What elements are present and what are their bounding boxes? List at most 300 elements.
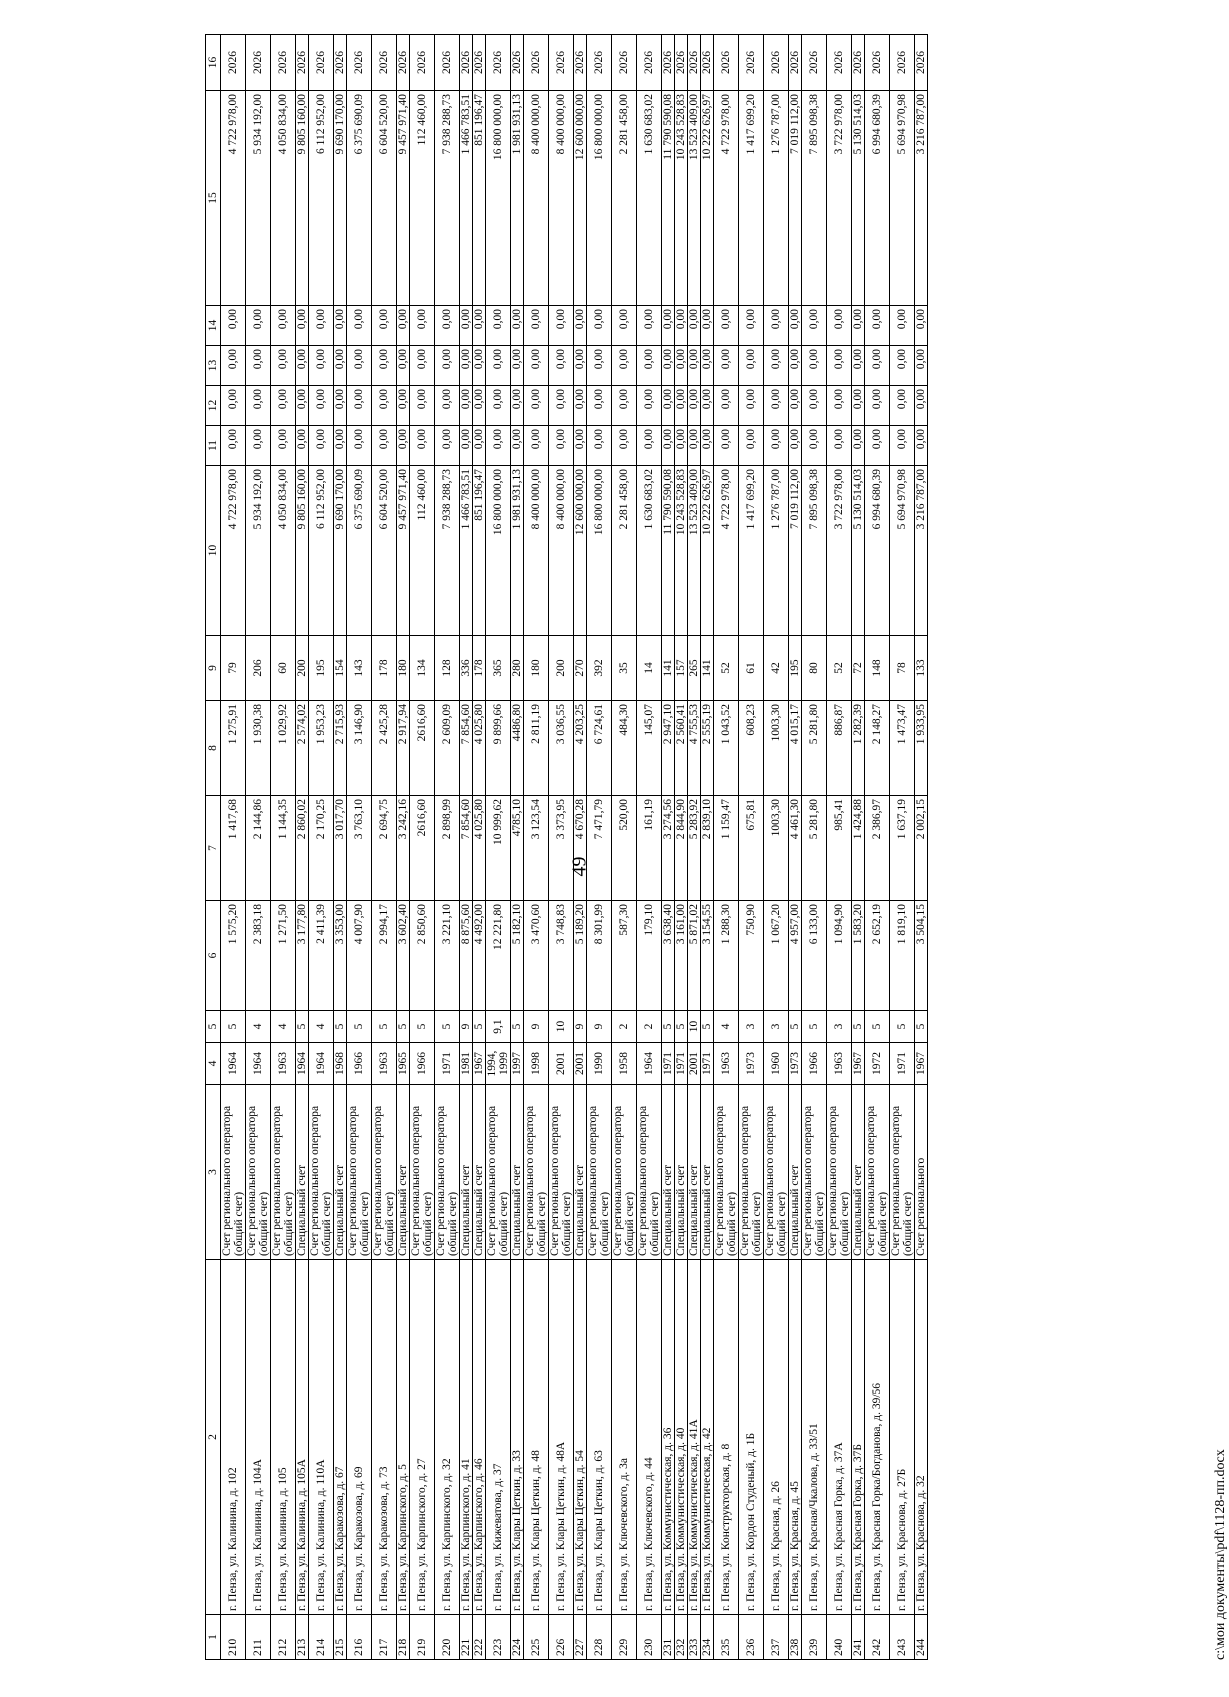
year-repair-cell: 2026 (688, 35, 701, 91)
cost-cell: 0,00 (347, 386, 372, 426)
account-type-cell: Специальный счет (511, 1085, 524, 1260)
total-cost-cell: 1 981 931,13 (511, 466, 524, 636)
table-row (612, 35, 637, 1660)
cost-cell: 0,00 (827, 346, 852, 386)
cost-cell: 0,00 (890, 306, 915, 346)
year-cell: 2001 (574, 1043, 587, 1085)
cost-cell: 0,00 (511, 306, 524, 346)
address-cell: г. Пенза, ул. Красная, д. 26 (764, 1260, 789, 1615)
floors-cell: 9 (574, 1011, 587, 1043)
account-type-cell: Специальный счет (296, 1085, 309, 1260)
year-repair-cell: 2026 (852, 35, 865, 91)
total-cell: 6 994 680,39 (865, 91, 890, 306)
cost-cell: 0,00 (675, 386, 688, 426)
column-number-header: 5 (206, 1011, 221, 1043)
total-cell: 1 276 787,00 (764, 91, 789, 306)
cost-cell: 0,00 (410, 426, 435, 466)
total-cell: 1 981 931,13 (511, 91, 524, 306)
total-cell: 13 523 409,00 (688, 91, 701, 306)
residential-area-cell: 1 930,38 (246, 701, 271, 796)
account-type-cell: Специальный счет (574, 1085, 587, 1260)
floors-cell: 5 (890, 1011, 915, 1043)
row-number: 224 (511, 1615, 524, 1660)
address-cell: г. Пенза, ул. Калинина, д. 105 (271, 1260, 296, 1615)
cost-cell: 0,00 (511, 346, 524, 386)
account-type-cell: Специальный счет (460, 1085, 473, 1260)
column-number-row (206, 35, 221, 1660)
total-cell: 5 934 192,00 (246, 91, 271, 306)
residents-cell: 134 (410, 636, 435, 701)
cost-cell: 0,00 (764, 386, 789, 426)
account-type-cell: Счет регионального оператора (общий счет) (221, 1085, 246, 1260)
residents-cell: 157 (675, 636, 688, 701)
total-cell: 4 722 978,00 (221, 91, 246, 306)
column-number-header: 16 (206, 35, 221, 91)
row-number: 236 (739, 1615, 764, 1660)
cost-cell: 0,00 (435, 426, 460, 466)
total-cost-cell: 8 400 000,00 (524, 466, 549, 636)
row-number: 241 (852, 1615, 865, 1660)
year-repair-cell: 2026 (511, 35, 524, 91)
row-number: 210 (221, 1615, 246, 1660)
row-number: 227 (574, 1615, 587, 1660)
residents-cell: 79 (221, 636, 246, 701)
area-cell: 3 353,00 (334, 901, 347, 1011)
cost-cell: 0,00 (435, 346, 460, 386)
row-number: 233 (688, 1615, 701, 1660)
total-cost-cell: 3 722 978,00 (827, 466, 852, 636)
table-row (915, 35, 928, 1660)
living-area-cell: 2 844,90 (675, 796, 688, 901)
address-cell: г. Пенза, ул. Калинина, д. 105А (296, 1260, 309, 1615)
year-repair-cell: 2026 (549, 35, 574, 91)
cost-cell: 0,00 (701, 306, 714, 346)
residents-cell: 200 (296, 636, 309, 701)
cost-cell: 0,00 (612, 306, 637, 346)
total-cell: 10 243 528,83 (675, 91, 688, 306)
cost-cell: 0,00 (271, 306, 296, 346)
row-number: 214 (309, 1615, 334, 1660)
table-row (410, 35, 435, 1660)
year-repair-cell: 2026 (473, 35, 486, 91)
cost-cell: 0,00 (827, 426, 852, 466)
area-cell: 12 221,80 (486, 901, 511, 1011)
year-cell: 1972 (865, 1043, 890, 1085)
year-cell: 1971 (675, 1043, 688, 1085)
column-number-header: 6 (206, 901, 221, 1011)
cost-cell: 0,00 (435, 386, 460, 426)
living-area-cell: 2 839,10 (701, 796, 714, 901)
floors-cell: 5 (865, 1011, 890, 1043)
cost-cell: 0,00 (587, 306, 612, 346)
cost-cell: 0,00 (915, 426, 928, 466)
area-cell: 1 288,30 (714, 901, 739, 1011)
floors-cell: 5 (397, 1011, 410, 1043)
total-cell: 1 466 783,51 (460, 91, 473, 306)
cost-cell: 0,00 (347, 346, 372, 386)
cost-cell: 0,00 (764, 306, 789, 346)
address-cell: г. Пенза, ул. Кордон Студеный, д. 1Б (739, 1260, 764, 1615)
year-repair-cell: 2026 (637, 35, 662, 91)
row-number: 234 (701, 1615, 714, 1660)
cost-cell: 0,00 (334, 346, 347, 386)
cost-cell: 0,00 (662, 386, 675, 426)
year-repair-cell: 2026 (865, 35, 890, 91)
cost-cell: 0,00 (221, 306, 246, 346)
cost-cell: 0,00 (372, 386, 397, 426)
year-cell: 1997 (511, 1043, 524, 1085)
living-area-cell: 675,81 (739, 796, 764, 901)
year-cell: 1971 (435, 1043, 460, 1085)
total-cost-cell: 5 694 970,98 (890, 466, 915, 636)
cost-cell: 0,00 (789, 346, 802, 386)
year-cell: 1973 (739, 1043, 764, 1085)
area-cell: 2 994,17 (372, 901, 397, 1011)
year-cell: 1963 (271, 1043, 296, 1085)
total-cost-cell: 7 895 098,38 (802, 466, 827, 636)
living-area-cell: 5 283,92 (688, 796, 701, 901)
row-number: 217 (372, 1615, 397, 1660)
row-number: 243 (890, 1615, 915, 1660)
account-type-cell: Счет регионального оператора (общий счет) (347, 1085, 372, 1260)
cost-cell: 0,00 (637, 426, 662, 466)
year-repair-cell: 2026 (271, 35, 296, 91)
residential-area-cell: 145,07 (637, 701, 662, 796)
living-area-cell: 5 281,80 (802, 796, 827, 901)
table-row (662, 35, 675, 1660)
year-repair-cell: 2026 (221, 35, 246, 91)
floors-cell: 5 (511, 1011, 524, 1043)
cost-cell: 0,00 (852, 346, 865, 386)
cost-cell: 0,00 (688, 306, 701, 346)
account-type-cell: Специальный счет (662, 1085, 675, 1260)
residents-cell: 154 (334, 636, 347, 701)
residential-area-cell: 4 755,53 (688, 701, 701, 796)
row-number: 230 (637, 1615, 662, 1660)
row-number: 226 (549, 1615, 574, 1660)
table-row (334, 35, 347, 1660)
residents-cell: 195 (309, 636, 334, 701)
row-number: 220 (435, 1615, 460, 1660)
row-number: 240 (827, 1615, 852, 1660)
year-cell: 1971 (701, 1043, 714, 1085)
residential-area-cell: 1 029,92 (271, 701, 296, 796)
area-cell: 750,90 (739, 901, 764, 1011)
total-cost-cell: 6 375 690,09 (347, 466, 372, 636)
floors-cell: 9,1 (486, 1011, 511, 1043)
residents-cell: 206 (246, 636, 271, 701)
total-cost-cell: 4 050 834,00 (271, 466, 296, 636)
row-number: 218 (397, 1615, 410, 1660)
area-cell: 2 652,19 (865, 901, 890, 1011)
cost-cell: 0,00 (334, 426, 347, 466)
cost-cell: 0,00 (435, 306, 460, 346)
residents-cell: 365 (486, 636, 511, 701)
cost-cell: 0,00 (802, 426, 827, 466)
total-cost-cell: 2 281 458,00 (612, 466, 637, 636)
account-type-cell: Специальный счет (397, 1085, 410, 1260)
cost-cell: 0,00 (764, 346, 789, 386)
area-cell: 179,10 (637, 901, 662, 1011)
row-number: 244 (915, 1615, 928, 1660)
year-cell: 2001 (549, 1043, 574, 1085)
residents-cell: 128 (435, 636, 460, 701)
total-cost-cell: 1 466 783,51 (460, 466, 473, 636)
area-cell: 4 492,00 (473, 901, 486, 1011)
year-repair-cell: 2026 (915, 35, 928, 91)
total-cost-cell: 1 276 787,00 (764, 466, 789, 636)
account-type-cell: Счет регионального оператора (общий счет) (309, 1085, 334, 1260)
total-cost-cell: 16 800 000,00 (486, 466, 511, 636)
residential-area-cell: 9 899,66 (486, 701, 511, 796)
residents-cell: 72 (852, 636, 865, 701)
cost-cell: 0,00 (865, 306, 890, 346)
living-area-cell: 3 373,95 (549, 796, 574, 901)
total-cell: 16 800 000,00 (587, 91, 612, 306)
cost-cell: 0,00 (309, 426, 334, 466)
cost-cell: 0,00 (334, 306, 347, 346)
total-cell: 3 216 787,00 (915, 91, 928, 306)
cost-cell: 0,00 (714, 426, 739, 466)
account-type-cell: Специальный счет (675, 1085, 688, 1260)
residential-area-cell: 1 473,47 (890, 701, 915, 796)
total-cell: 12 600 000,00 (574, 91, 587, 306)
row-number: 219 (410, 1615, 435, 1660)
floors-cell: 5 (915, 1011, 928, 1043)
total-cost-cell: 7 938 288,73 (435, 466, 460, 636)
residential-area-cell: 484,30 (612, 701, 637, 796)
floors-cell: 5 (347, 1011, 372, 1043)
row-number: 242 (865, 1615, 890, 1660)
column-number-header: 15 (206, 91, 221, 306)
year-repair-cell: 2026 (701, 35, 714, 91)
floors-cell: 4 (309, 1011, 334, 1043)
row-number: 221 (460, 1615, 473, 1660)
residents-cell: 52 (827, 636, 852, 701)
cost-cell: 0,00 (246, 426, 271, 466)
total-cell: 7 019 112,00 (789, 91, 802, 306)
residential-area-cell: 886,87 (827, 701, 852, 796)
table-row (865, 35, 890, 1660)
cost-cell: 0,00 (410, 306, 435, 346)
table-row (764, 35, 789, 1660)
year-cell: 1964 (246, 1043, 271, 1085)
floors-cell: 9 (460, 1011, 473, 1043)
residents-cell: 270 (574, 636, 587, 701)
address-cell: г. Пенза, ул. Краснова, д. 27Б (890, 1260, 915, 1615)
year-cell: 1965 (397, 1043, 410, 1085)
residential-area-cell: 5 281,80 (802, 701, 827, 796)
living-area-cell: 1 424,88 (852, 796, 865, 901)
total-cell: 6 604 520,00 (372, 91, 397, 306)
table-row (637, 35, 662, 1660)
table-row (587, 35, 612, 1660)
residents-cell: 14 (637, 636, 662, 701)
account-type-cell: Специальный счет (852, 1085, 865, 1260)
year-cell: 1960 (764, 1043, 789, 1085)
address-cell: г. Пенза, ул. Кижеватова, д. 37 (486, 1260, 511, 1615)
year-repair-cell: 2026 (460, 35, 473, 91)
address-cell: г. Пенза, ул. Клары Цеткин, д. 54 (574, 1260, 587, 1615)
residential-area-cell: 2 560,41 (675, 701, 688, 796)
year-cell: 1973 (789, 1043, 802, 1085)
residents-cell: 280 (511, 636, 524, 701)
year-repair-cell: 2026 (372, 35, 397, 91)
floors-cell: 4 (714, 1011, 739, 1043)
account-type-cell: Счет регионального оператора (общий счет) (612, 1085, 637, 1260)
total-cost-cell: 1 417 699,20 (739, 466, 764, 636)
table-row (221, 35, 246, 1660)
year-cell: 1958 (612, 1043, 637, 1085)
residents-cell: 143 (347, 636, 372, 701)
total-cost-cell: 10 243 528,83 (675, 466, 688, 636)
area-cell: 2 383,18 (246, 901, 271, 1011)
cost-cell: 0,00 (789, 426, 802, 466)
year-cell: 1967 (915, 1043, 928, 1085)
total-cost-cell: 5 130 514,03 (852, 466, 865, 636)
total-cell: 6 112 952,00 (309, 91, 334, 306)
floors-cell: 5 (334, 1011, 347, 1043)
area-cell: 8 875,60 (460, 901, 473, 1011)
residential-area-cell: 6 724,61 (587, 701, 612, 796)
cost-cell: 0,00 (827, 306, 852, 346)
table-row (739, 35, 764, 1660)
residents-cell: 133 (915, 636, 928, 701)
row-number: 216 (347, 1615, 372, 1660)
residents-cell: 78 (890, 636, 915, 701)
area-cell: 3 470,60 (524, 901, 549, 1011)
area-cell: 1 575,20 (221, 901, 246, 1011)
table-row (524, 35, 549, 1660)
living-area-cell: 3 242,16 (397, 796, 410, 901)
cost-cell: 0,00 (397, 386, 410, 426)
cost-cell: 0,00 (271, 346, 296, 386)
address-cell: г. Пенза, ул. Коммунистическая, д. 41А (688, 1260, 701, 1615)
area-cell: 3 154,55 (701, 901, 714, 1011)
year-repair-cell: 2026 (334, 35, 347, 91)
address-cell: г. Пенза, ул. Калинина, д. 110А (309, 1260, 334, 1615)
floors-cell: 2 (612, 1011, 637, 1043)
year-cell: 1998 (524, 1043, 549, 1085)
year-repair-cell: 2026 (435, 35, 460, 91)
year-cell: 1967 (473, 1043, 486, 1085)
cost-cell: 0,00 (549, 306, 574, 346)
address-cell: г. Пенза, ул. Коммунистическая, д. 42 (701, 1260, 714, 1615)
year-repair-cell: 2026 (662, 35, 675, 91)
year-cell: 1964 (637, 1043, 662, 1085)
cost-cell: 0,00 (334, 386, 347, 426)
address-cell: г. Пенза, ул. Калинина, д. 102 (221, 1260, 246, 1615)
area-cell: 3 177,80 (296, 901, 309, 1011)
year-cell: 1966 (410, 1043, 435, 1085)
living-area-cell: 1 159,47 (714, 796, 739, 901)
living-area-cell: 520,00 (612, 796, 637, 901)
year-repair-cell: 2026 (296, 35, 309, 91)
year-repair-cell: 2026 (612, 35, 637, 91)
living-area-cell: 4 670,28 (574, 796, 587, 901)
area-cell: 4 957,00 (789, 901, 802, 1011)
year-repair-cell: 2026 (410, 35, 435, 91)
residents-cell: 195 (789, 636, 802, 701)
area-cell: 2 850,60 (410, 901, 435, 1011)
row-number: 222 (473, 1615, 486, 1660)
table-row (827, 35, 852, 1660)
account-type-cell: Специальный счет (334, 1085, 347, 1260)
cost-cell: 0,00 (688, 386, 701, 426)
residents-cell: 61 (739, 636, 764, 701)
residents-cell: 148 (865, 636, 890, 701)
row-number: 228 (587, 1615, 612, 1660)
total-cell: 4 722 978,00 (714, 91, 739, 306)
living-area-cell: 2 002,15 (915, 796, 928, 901)
table-row (473, 35, 486, 1660)
cost-cell: 0,00 (309, 386, 334, 426)
cost-cell: 0,00 (309, 306, 334, 346)
area-cell: 5 189,20 (574, 901, 587, 1011)
year-cell: 1968 (334, 1043, 347, 1085)
floors-cell: 3 (764, 1011, 789, 1043)
cost-cell: 0,00 (675, 426, 688, 466)
address-cell: г. Пенза, ул. Красная Горка, д. 37А (827, 1260, 852, 1615)
floors-cell: 5 (701, 1011, 714, 1043)
area-cell: 1 094,90 (827, 901, 852, 1011)
cost-cell: 0,00 (473, 346, 486, 386)
year-repair-cell: 2026 (739, 35, 764, 91)
year-repair-cell: 2026 (714, 35, 739, 91)
column-number-header: 1 (206, 1615, 221, 1660)
floors-cell: 5 (435, 1011, 460, 1043)
residential-area-cell: 1 282,39 (852, 701, 865, 796)
living-area-cell: 3 763,10 (347, 796, 372, 901)
column-number-header: 13 (206, 346, 221, 386)
table-row (486, 35, 511, 1660)
residents-cell: 60 (271, 636, 296, 701)
account-type-cell: Счет регионального оператора (общий счет) (246, 1085, 271, 1260)
cost-cell: 0,00 (473, 426, 486, 466)
cost-cell: 0,00 (524, 306, 549, 346)
cost-cell: 0,00 (789, 386, 802, 426)
cost-cell: 0,00 (789, 306, 802, 346)
total-cell: 112 460,00 (410, 91, 435, 306)
table-row (372, 35, 397, 1660)
cost-cell: 0,00 (347, 426, 372, 466)
account-type-cell: Счет регионального оператора (общий счет) (827, 1085, 852, 1260)
year-cell: 1963 (827, 1043, 852, 1085)
cost-cell: 0,00 (675, 306, 688, 346)
living-area-cell: 985,41 (827, 796, 852, 901)
living-area-cell: 1 637,19 (890, 796, 915, 901)
living-area-cell: 3 123,54 (524, 796, 549, 901)
area-cell: 3 221,10 (435, 901, 460, 1011)
address-cell: г. Пенза, ул. Клары Цеткин, д. 48 (524, 1260, 549, 1615)
area-cell: 1 271,50 (271, 901, 296, 1011)
area-cell: 1 067,20 (764, 901, 789, 1011)
cost-cell: 0,00 (410, 346, 435, 386)
table-row (347, 35, 372, 1660)
cost-cell: 0,00 (852, 426, 865, 466)
total-cost-cell: 3 216 787,00 (915, 466, 928, 636)
address-cell: г. Пенза, ул. Ключевского, д. 3а (612, 1260, 637, 1615)
account-type-cell: Счет регионального оператора (общий счет) (637, 1085, 662, 1260)
area-cell: 587,30 (612, 901, 637, 1011)
total-cell: 16 800 000,00 (486, 91, 511, 306)
column-number-header: 4 (206, 1043, 221, 1085)
residential-area-cell: 1 953,23 (309, 701, 334, 796)
total-cell: 7 895 098,38 (802, 91, 827, 306)
cost-cell: 0,00 (739, 306, 764, 346)
address-cell: г. Пенза, ул. Каракозова, д. 69 (347, 1260, 372, 1615)
cost-cell: 0,00 (764, 426, 789, 466)
